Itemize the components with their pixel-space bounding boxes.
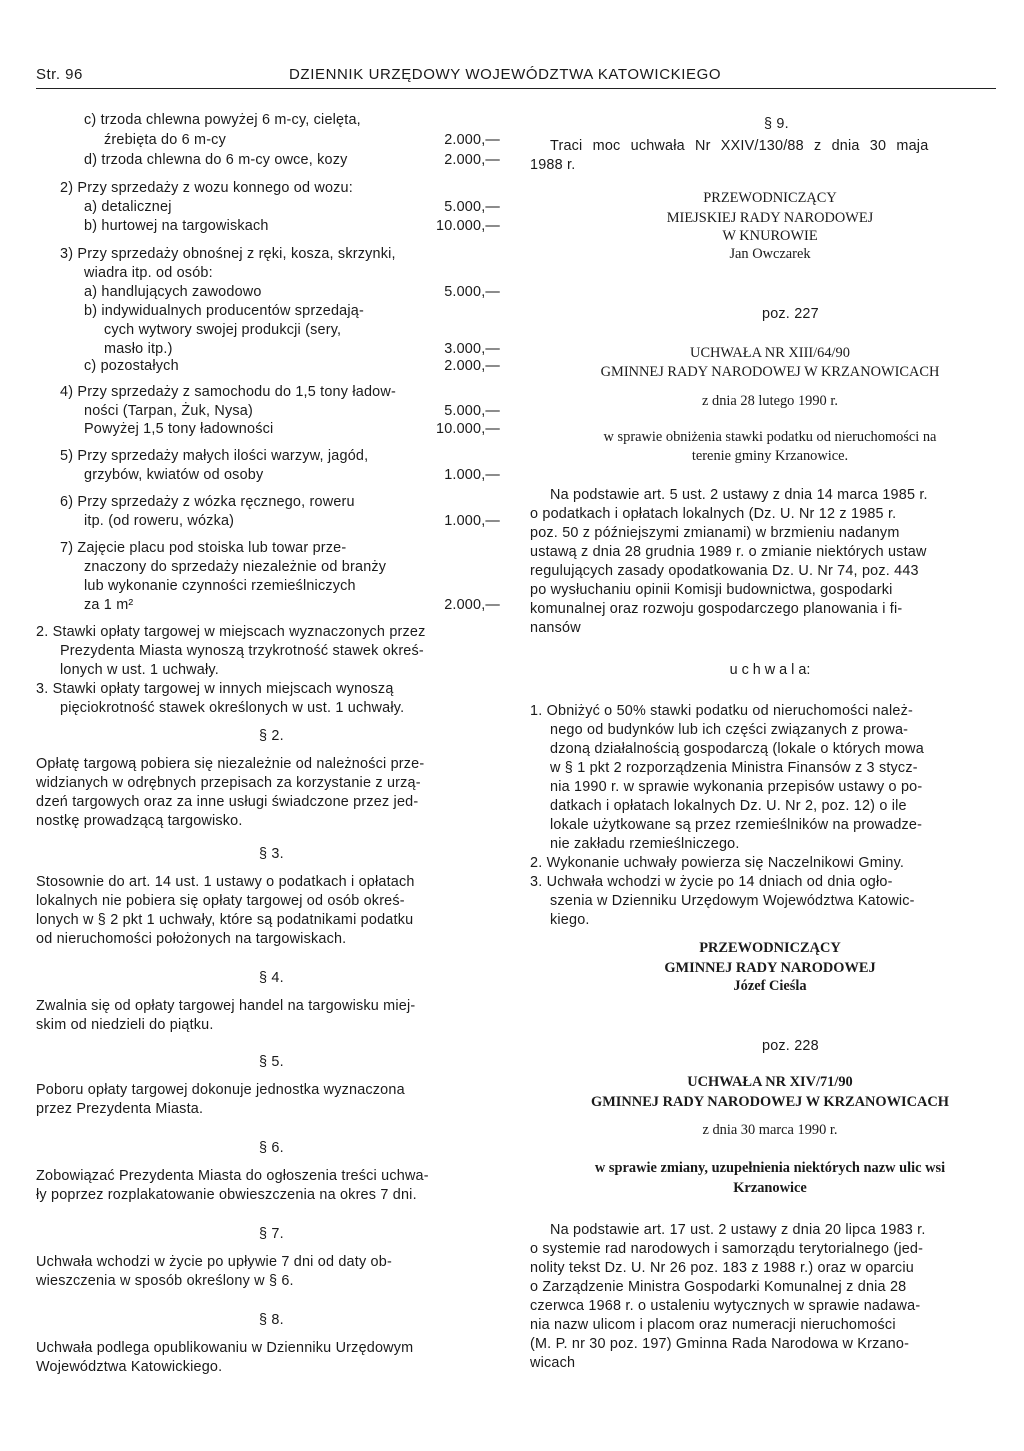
rate-amount: 3.000,— — [444, 341, 500, 357]
para-line: czerwca 1968 r. o ustaleniu wytycznych w sprawie nadawa- — [530, 1298, 921, 1314]
resolution-subject: w sprawie zmiany, uzupełnienia niektórych nazw ulic wsi — [594, 1160, 946, 1176]
section-mark: § 2. — [259, 728, 284, 744]
resolution-date: z dnia 28 lutego 1990 r. — [702, 393, 838, 409]
para-line: o Zarządzenie Ministra Gospodarki Komunalnej z dnia 28 — [530, 1279, 907, 1295]
para-line: widzianych w odrębnych przepisach za korzystanie z urzą- — [36, 775, 421, 791]
para-line: o podatkach i opłatach lokalnych (Dz. U. Nr 12 z 1985 r. — [530, 506, 897, 522]
section-mark: § 6. — [259, 1140, 284, 1156]
para-line: 3. Stawki opłaty targowej w innych miejscach wynoszą — [36, 681, 394, 697]
resolves-heading: u c h w a l a: — [729, 662, 811, 678]
position-number: poz. 227 — [762, 306, 819, 322]
list-item: 2. Wykonanie uchwały powierza się Naczelnikowi Gminy. — [530, 855, 905, 871]
resolution-title: UCHWAŁA NR XIII/64/90 — [690, 345, 850, 361]
para-line: komunalnej oraz rozwoju gospodarczego planowania i fi- — [530, 601, 903, 617]
para-line: 2. Stawki opłaty targowej w miejscach wyznaczonych przez — [36, 624, 426, 640]
para-line: ustawą z dnia 28 grudnia 1989 r. o zmianie niektórych ustaw — [530, 544, 927, 560]
list-item: w § 1 pkt 2 rozporządzenia Ministra Finansów z 3 stycz- — [550, 760, 918, 776]
section-mark: § 5. — [259, 1054, 284, 1070]
list-item: kiego. — [550, 912, 590, 928]
list-item: datkach i opłatach lokalnych Dz. U. Nr 2, poz. 12) o ile — [550, 798, 907, 814]
para-line: Województwa Katowickiego. — [36, 1359, 223, 1375]
para-line: poz. 50 z późniejszymi zmianami) w brzmieniu nadanym — [530, 525, 900, 541]
para-line: 1988 r. — [530, 157, 576, 173]
para-line: Zobowiązać Prezydenta Miasta do ogłoszenia treści uchwa- — [36, 1168, 429, 1184]
para-line: po wysłuchaniu opinii Komisji budownictwa, gospodarki — [530, 582, 893, 598]
para-line: przez Prezydenta Miasta. — [36, 1101, 204, 1117]
para-line: Prezydenta Miasta wynoszą trzykrotność stawek okreś- — [60, 643, 424, 659]
list-item: nie zakładu rzemieślniczego. — [550, 836, 740, 852]
para-line: Na podstawie art. 17 ust. 2 ustawy z dnia 20 lipca 1983 r. — [550, 1222, 926, 1238]
rate-line: grzybów, kwiatów od osoby — [84, 467, 264, 483]
rate-line: znaczony do sprzedaży niezależnie od branży — [84, 559, 387, 575]
list-item: lokale użytkowane są przez rzemieślników na prowadze- — [550, 817, 923, 833]
list-item: 1. Obniżyć o 50% stawki podatku od nieruchomości należ- — [530, 703, 913, 719]
para-line: lokalnych nie pobiera się opłaty targowej od osób okreś- — [36, 893, 405, 909]
rate-heading: 4) Przy sprzedaży z samochodu do 1,5 tony ładow- — [60, 384, 396, 400]
resolution-subject: Krzanowice — [733, 1180, 807, 1196]
resolution-subject: terenie gminy Krzanowice. — [691, 448, 849, 464]
para-line: Poboru opłaty targowej dokonuje jednostka wyznaczona — [36, 1082, 405, 1098]
signature-name: Jan Owczarek — [729, 246, 811, 262]
rate-line: c) trzoda chlewna powyżej 6 m-cy, cielęta, — [84, 112, 361, 128]
para-line: regulujących zasady opodatkowania Dz. U. Nr 74, poz. 443 — [530, 563, 919, 579]
rate-line: za 1 m² — [84, 597, 134, 613]
signature-title: GMINNEJ RADY NARODOWEJ — [664, 960, 876, 976]
rate-heading: 5) Przy sprzedaży małych ilości warzyw, jagód, — [60, 448, 369, 464]
para-line: skim od niedzieli do piątku. — [36, 1017, 214, 1033]
rate-heading: 2) Przy sprzedaży z wozu konnego od wozu: — [60, 180, 353, 196]
rate-amount: 5.000,— — [444, 284, 500, 300]
rate-amount: 2.000,— — [444, 597, 500, 613]
para-line: Stosownie do art. 14 ust. 1 ustawy o podatkach i opłatach — [36, 874, 415, 890]
signature-title: PRZEWODNICZĄCY — [703, 190, 837, 206]
rate-line: b) indywidualnych producentów sprzedają- — [84, 303, 364, 319]
rate-line: ności (Tarpan, Żuk, Nysa) — [84, 403, 253, 419]
resolution-subject: w sprawie obniżenia stawki podatku od nieruchomości na — [603, 429, 937, 445]
rate-line: b) hurtowej na targowiskach — [84, 218, 269, 234]
para-line: Traci moc uchwała Nr XXIV/130/88 z dnia 30 maja — [550, 138, 929, 154]
resolution-date: z dnia 30 marca 1990 r. — [702, 1122, 838, 1138]
rate-line: a) detalicznej — [84, 199, 172, 215]
signature-title: MIEJSKIEJ RADY NARODOWEJ — [666, 210, 874, 226]
list-item: nego od budynków lub ich części związanych z prowa- — [550, 722, 909, 738]
rate-line: lub wykonanie czynności rzemieślniczych — [84, 578, 356, 594]
para-line: Na podstawie art. 5 ust. 2 ustawy z dnia 14 marca 1985 r. — [550, 487, 928, 503]
section-mark: § 7. — [259, 1226, 284, 1242]
para-line: nansów — [530, 620, 581, 636]
rate-line: masło itp.) — [104, 341, 173, 357]
rate-line: cych wytwory swojej produkcji (sery, — [104, 322, 342, 338]
rate-line: źrebięta do 6 m-cy — [104, 132, 226, 148]
para-line: od nieruchomości położonych na targowiskach. — [36, 931, 347, 947]
para-line: Uchwała wchodzi w życie po upływie 7 dni od daty ob- — [36, 1254, 392, 1270]
signature-title: PRZEWODNICZĄCY — [699, 940, 841, 956]
para-line: o systemie rad narodowych i samorządu terytorialnego (jed- — [530, 1241, 924, 1257]
list-item: szenia w Dzienniku Urzędowym Województwa Katowic- — [550, 893, 915, 909]
rate-amount: 2.000,— — [444, 152, 500, 168]
rate-amount: 2.000,— — [444, 358, 500, 374]
section-mark: § 8. — [259, 1312, 284, 1328]
rate-amount: 5.000,— — [444, 199, 500, 215]
page-number: Str. 96 — [36, 66, 83, 83]
section-mark: § 9. — [764, 116, 789, 132]
para-line: (M. P. nr 30 poz. 197) Gminna Rada Narodowa w Krzano- — [530, 1336, 910, 1352]
rate-amount: 1.000,— — [444, 467, 500, 483]
rate-heading: wiadra itp. od osób: — [84, 265, 213, 281]
rate-heading: 3) Przy sprzedaży obnośnej z ręki, kosza, skrzynki, — [60, 246, 396, 262]
signature-name: Józef Cieśla — [733, 978, 807, 994]
resolution-council: GMINNEJ RADY NARODOWEJ W KRZANOWICACH — [600, 364, 940, 380]
rate-amount: 1.000,— — [444, 513, 500, 529]
para-line: dzeń targowych oraz za inne usługi świadczone przez jed- — [36, 794, 419, 810]
para-line: nia nazw ulicom i placom oraz numeracji nieruchomości — [530, 1317, 896, 1333]
para-line: Zwalnia się od opłaty targowej handel na targowisku miej- — [36, 998, 416, 1014]
section-mark: § 3. — [259, 846, 284, 862]
rate-line: Powyżej 1,5 tony ładowności — [84, 421, 274, 437]
rate-amount: 5.000,— — [444, 403, 500, 419]
rate-heading: 6) Przy sprzedaży z wózka ręcznego, roweru — [60, 494, 355, 510]
list-item: nia 1990 r. w sprawie wykonania przepisów ustawy o po- — [550, 779, 923, 795]
list-item: dzoną działalnością gospodarczą (lokale o których mowa — [550, 741, 924, 757]
para-line: Uchwała podlega opublikowaniu w Dzienniku Urzędowym — [36, 1340, 414, 1356]
signature-title: W KNUROWIE — [722, 228, 818, 244]
para-line: nostkę prowadzącą targowisko. — [36, 813, 243, 829]
rate-amount: 2.000,— — [444, 132, 500, 148]
para-line: ły poprzez rozplakatowanie obwieszczenia na okres 7 dni. — [36, 1187, 417, 1203]
rate-line: itp. (od roweru, wózka) — [84, 513, 235, 529]
rate-amount: 10.000,— — [435, 218, 500, 234]
para-line: Opłatę targową pobiera się niezależnie od należności prze- — [36, 756, 425, 772]
rate-amount: 10.000,— — [435, 421, 500, 437]
para-line: nolity tekst Dz. U. Nr 26 poz. 183 z 1988 r.) oraz w oparciu — [530, 1260, 914, 1276]
list-item: 3. Uchwała wchodzi w życie po 14 dniach od dnia ogło- — [530, 874, 893, 890]
rate-heading: 7) Zajęcie placu pod stoiska lub towar prze- — [60, 540, 347, 556]
rate-line: a) handlujących zawodowo — [84, 284, 262, 300]
para-line: wieszczenia w sposób określony w § 6. — [36, 1273, 294, 1289]
rate-line: d) trzoda chlewna do 6 m-cy owce, kozy — [84, 152, 348, 168]
para-line: wicach — [530, 1355, 576, 1371]
para-line: pięciokrotność stawek określonych w ust. 1 uchwały. — [60, 700, 405, 716]
para-line: lonych w § 2 pkt 1 uchwały, które są podatnikami podatku — [36, 912, 414, 928]
resolution-council: GMINNEJ RADY NARODOWEJ W KRZANOWICACH — [591, 1094, 949, 1110]
journal-title: DZIENNIK URZĘDOWY WOJEWÓDZTWA KATOWICKIEGO — [289, 66, 722, 83]
rate-line: c) pozostałych — [84, 358, 179, 374]
position-number: poz. 228 — [762, 1038, 819, 1054]
para-line: lonych w ust. 1 uchwały. — [60, 662, 219, 678]
resolution-title: UCHWAŁA NR XIV/71/90 — [687, 1074, 853, 1090]
right-column — [512, 0, 1024, 1451]
section-mark: § 4. — [259, 970, 284, 986]
